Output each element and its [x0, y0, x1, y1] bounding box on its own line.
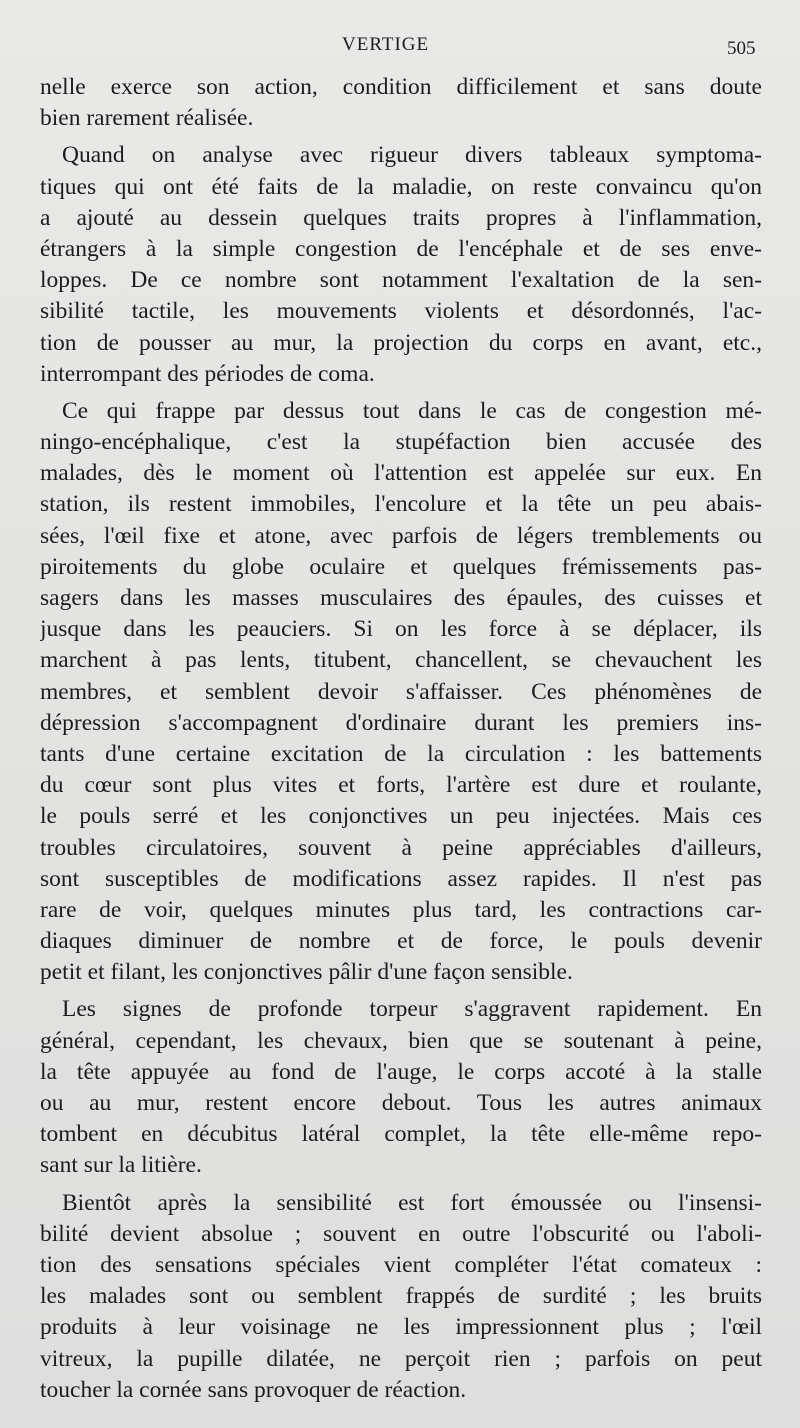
- text-line: petit et filant, les conjonctives pâlir d'une façon sensible.: [40, 959, 573, 986]
- text-line: bien rarement réalisée.: [40, 105, 254, 132]
- text-line: sont susceptibles de modifications assez rapides. Il n'est pas: [40, 865, 762, 892]
- text-line: tion de pousser au mur, la projection du corps en avant, etc.,: [40, 329, 762, 356]
- paragraph: [40, 994, 762, 1181]
- text-line: tants d'une certaine excitation de la circulation : les battements: [40, 740, 762, 767]
- text-line: diaques diminuer de nombre et de force, le pouls devenir: [40, 928, 762, 955]
- text-line: la tête appuyée au fond de l'auge, le corps accoté à la stalle: [40, 1058, 762, 1085]
- text-line: Bientôt après la sensibilité est fort émoussée ou l'insensi-: [62, 1189, 762, 1216]
- text-line: station, ils restent immobiles, l'encolure et la tête un peu abais-: [40, 491, 762, 518]
- text-line: Quand on analyse avec rigueur divers tableaux symptoma-: [62, 142, 762, 169]
- text-line: produits à leur voisinage ne les impressionnent plus ; l'œil: [40, 1314, 762, 1341]
- text-line: nelle exerce son action, condition difficilement et sans doute: [40, 74, 762, 100]
- text-line: vitreux, la pupille dilatée, ne perçoit rien ; parfois on peut: [40, 1345, 762, 1372]
- text-line: les malades sont ou semblent frappés de surdité ; les bruits: [40, 1283, 762, 1310]
- page-number: 505: [727, 38, 756, 59]
- text-line: du cœur sont plus vites et forts, l'artère est dure et roulante,: [40, 772, 762, 799]
- text-line: tion des sensations spéciales vient compléter l'état comateux :: [40, 1251, 762, 1278]
- text-line: troubles circulatoires, souvent à peine appréciables d'ailleurs,: [40, 834, 762, 861]
- text-line: a ajouté au dessein quelques traits propres à l'inflammation,: [40, 204, 762, 231]
- text-line: bilité devient absolue ; souvent en outre l'obscurité ou l'aboli-: [40, 1220, 762, 1247]
- text-line: tiques qui ont été faits de la maladie, on reste convaincu qu'on: [40, 173, 762, 200]
- text-line: rare de voir, quelques minutes plus tard, les contractions car-: [40, 896, 762, 923]
- text-line: le pouls serré et les conjonctives un peu injectées. Mais ces: [40, 803, 762, 830]
- running-title: VERTIGE: [342, 34, 430, 55]
- paragraph: [40, 396, 762, 989]
- text-line: loppes. De ce nombre sont notamment l'exaltation de la sen-: [40, 267, 762, 294]
- text-line: étrangers à la simple congestion de l'encéphale et de ses enve-: [40, 235, 762, 262]
- text-line: toucher la cornée sans provoquer de réaction.: [40, 1376, 467, 1403]
- text-line: Ce qui frappe par dessus tout dans le cas de congestion mé-: [62, 397, 762, 424]
- text-line: malades, dès le moment où l'attention est appelée sur eux. En: [40, 460, 762, 487]
- paragraph: [40, 140, 762, 390]
- text-line: général, cependant, les chevaux, bien que se soutenant à peine,: [40, 1027, 762, 1054]
- text-line: ou au mur, restent encore debout. Tous les autres animaux: [40, 1090, 762, 1116]
- text-line: jusque dans les peauciers. Si on les force à se déplacer, ils: [40, 616, 762, 643]
- text-line: sagers dans les masses musculaires des épaules, des cuisses et: [40, 585, 762, 611]
- body-text: [40, 72, 762, 1406]
- text-line: dépression s'accompagnent d'ordinaire durant les premiers ins-: [40, 709, 762, 736]
- text-line: piroitements du globe oculaire et quelques frémissements pas-: [40, 553, 762, 580]
- paragraph: [40, 1188, 762, 1406]
- text-line: sant sur la litière.: [40, 1152, 202, 1179]
- text-line: ningo-encéphalique, c'est la stupéfaction bien accusée des: [40, 429, 762, 456]
- text-line: sées, l'œil fixe et atone, avec parfois de légers tremblements ou: [40, 522, 762, 549]
- text-line: tombent en décubitus latéral complet, la tête elle-même repo-: [40, 1121, 762, 1148]
- page-header: [0, 34, 800, 60]
- text-line: marchent à pas lents, titubent, chancellent, se chevauchent les: [40, 647, 762, 674]
- paragraph: [40, 72, 762, 134]
- text-line: interrompant des périodes de coma.: [40, 360, 375, 387]
- text-line: Les signes de profonde torpeur s'aggravent rapidement. En: [62, 996, 762, 1023]
- text-line: sibilité tactile, les mouvements violents et désordonnés, l'ac-: [40, 298, 762, 325]
- text-line: membres, et semblent devoir s'affaisser. Ces phénomènes de: [40, 678, 762, 705]
